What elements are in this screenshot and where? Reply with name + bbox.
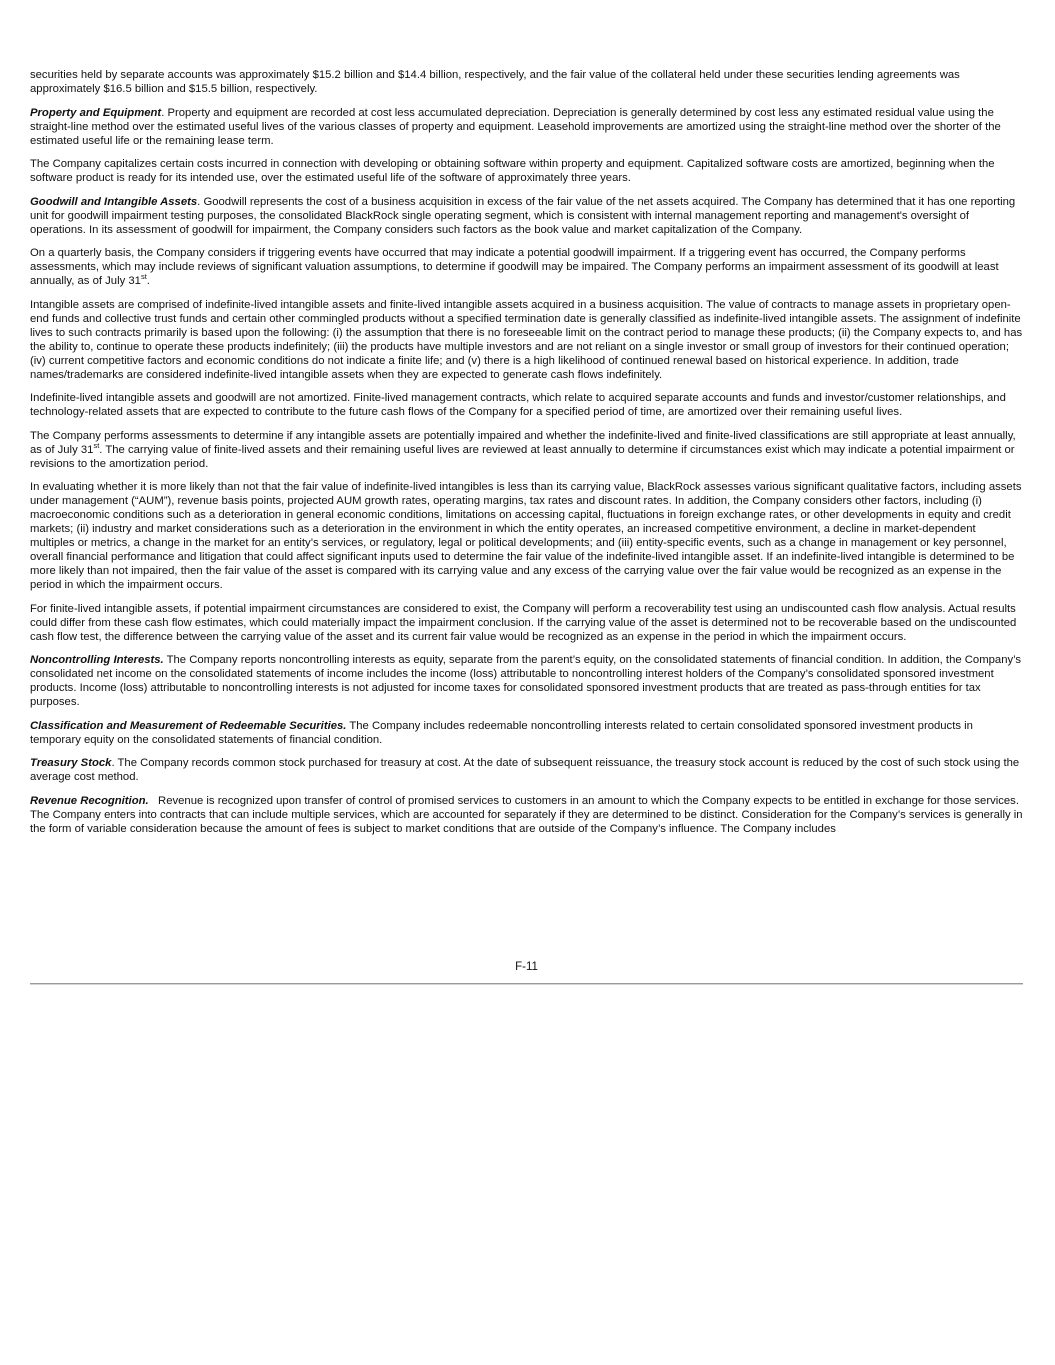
section-heading-redeemable: Classification and Measurement of Redeemable Securities.: [30, 719, 347, 732]
paragraph-qualitative-factors: In evaluating whether it is more likely than not that the fair value of indefinite-lived intangibles is less than its carrying value, BlackRock assesses various significant qualitative factors, including assets under management (“AUM”), revenue basis points, projected AUM growth rates, operating margins, tax rates and discount rates. In addition, the Company considers other factors, including (i) macroeconomic conditions such as a deterioration in general economic conditions, limitations on accessing capital, fluctuations in foreign exchange rates, or other developments in equity and credit markets; (ii) industry and market considerations such as a deterioration in the environment in which the entity operates, an increased competitive environment, a decline in market-dependent multiples or metrics, a change in the market for an entity’s services, or regulatory, legal or political developments; and (iii) entity-specific events, such as a change in management or key personnel, overall financial performance and litigation that could affect significant inputs used to determine the fair value of the indefinite-lived intangible asset. If an indefinite-lived intangible is determined to be more likely than not impaired, then the fair value of the asset is compared with its carrying value and any excess of the carrying value over the fair value would be recognized as an expense in the period in which the impairment occurs.: [30, 481, 1022, 591]
paragraph-intangible-assets: Intangible assets are comprised of indefinite-lived intangible assets and finite-lived intangible assets acquired in a business acquisition. The value of contracts to manage assets in proprietary open-end funds and collective trust funds and certain other commingled products without a specified termination date is generally classified as indefinite-lived intangible assets. The assignment of indefinite lives to such contracts primarily is based upon the following: (i) the assumption that there is no foreseeable limit on the contract period to manage these products; (ii) the Company expects to, and has the ability to, continue to operate these products indefinitely; (iii) the products have multiple investors and are not reliant on a single investor or small group of investors for their continued operation; (iv) current competitive factors and economic conditions do not indicate a finite life; and (v) there is a high likelihood of continued renewal based on historical experience. In addition, trade names/trademarks are considered indefinite-lived intangible assets when they are expected to generate cash flows indefinitely.: [30, 298, 1023, 381]
paragraph-revenue-recognition: Revenue Recognition. Revenue is recognized upon transfer of control of promised services to customers in an amount to which the Company expects to be entitled in exchange for those services. The Company enters into contracts that can include multiple services, which are accounted for separately if they are determined to be distinct. Consideration for the Company’s services is generally in the form of variable consideration because the amount of fees is subject to market conditions that are outside of the Company’s influence. The Company includes: [30, 794, 1026, 835]
paragraph-goodwill-intangibles: Goodwill and Intangible Assets. Goodwill represents the cost of a business acquisition in excess of the fair value of the net assets acquired. The Company has determined that it has one reporting unit for goodwill impairment testing purposes, the consolidated BlackRock single operating segment, which is consistent with internal management reporting and management's oversight of operations. In its assessment of goodwill for impairment, the Company considers such factors as the book value and market capitalization of the Company.: [30, 195, 1016, 236]
paragraph-quarterly-goodwill: On a quarterly basis, the Company considers if triggering events have occurred that may indicate a potential goodwill impairment. If a triggering event has occurred, the Company performs assessments, which may include reviews of significant valuation assumptions, to determine if goodwill may be impaired. The Company performs an impairment assessment of its goodwill at least annually, as of July 31st.: [30, 247, 999, 287]
paragraph-finite-lived: For finite-lived intangible assets, if potential impairment circumstances are considered to exist, the Company will perform a recoverability test using an undiscounted cash flow analysis. Actual results could differ from these cash flow estimates, which could materially impact the impairment conclusion. If the carrying value of the asset is determined not to be recoverable based on the undiscounted cash flow test, the difference between the carrying value of the asset and its current fair value would be recognized as an expense in the period in which the impairment occurs.: [30, 602, 1017, 643]
paragraph-redeemable-securities: Classification and Measurement of Redeemable Securities. The Company includes redeemable noncontrolling interests related to certain consolidated sponsored investment products in temporary equity on the consolidated statements of financial condition.: [30, 719, 973, 746]
section-heading-goodwill: Goodwill and Intangible Assets: [30, 195, 198, 208]
section-heading-revenue: Revenue Recognition.: [30, 794, 149, 807]
section-heading-noncontrolling: Noncontrolling Interests.: [30, 654, 164, 666]
paragraph-noncontrolling-interests: Noncontrolling Interests. The Company reports noncontrolling interests as equity, separate from the parent’s equity, on the consolidated statements of financial condition. In addition, the Company’s consolidated net income on the consolidated statements of income includes the income (loss) attributable to noncontrolling interest holders of the Company’s consolidated sponsored investment products. Income (loss) attributable to noncontrolling interests is not adjusted for income taxes for consolidated sponsored investment products that are treated as pass-through entities for tax purposes.: [30, 654, 1022, 708]
section-heading-treasury: Treasury Stock: [30, 757, 112, 769]
paragraph-capitalized-software: The Company capitalizes certain costs incurred in connection with developing or obtaining software within property and equipment. Capitalized software costs are amortized, beginning when the software product is ready for its intended use, over the estimated useful life of the software of approximately three years.: [30, 158, 995, 184]
paragraph-treasury-stock: Treasury Stock. The Company records common stock purchased for treasury at cost. At the date of subsequent reissuance, the treasury stock account is reduced by the cost of such stock using the average cost method.: [30, 757, 1020, 783]
footer-divider: [30, 983, 1023, 985]
paragraph-property-equipment: Property and Equipment. Property and equipment are recorded at cost less accumulated depreciation. Depreciation is generally determined by cost less any estimated residual value using the straight-line method over the estimated useful lives of the various classes of property and equipment. Leasehold improvements are amortized using the straight-line method over the shorter of the estimated useful life or the remaining lease term.: [30, 106, 1001, 147]
page-number: F-11: [515, 961, 538, 973]
paragraph-not-amortized: Indefinite-lived intangible assets and goodwill are not amortized. Finite-lived management contracts, which relate to acquired separate accounts and funds and investor/customer relationships, and technology-related assets that are expected to contribute to the future cash flows of the Company for a specified period of time, are amortized over their remaining useful lives.: [30, 392, 1006, 418]
document-body: [30, 68, 1026, 845]
section-heading-property-equipment: Property and Equipment: [30, 106, 162, 119]
paragraph-assessments: The Company performs assessments to determine if any intangible assets are potentially impaired and whether the indefinite-lived and finite-lived classifications are still appropriate at least annually, as of July 31st. The carrying value of finite-lived assets and their remaining useful lives are reviewed at least annually to determine if circumstances exist which may indicate a potential impairment or revisions to the amortization period.: [30, 429, 1016, 470]
paragraph-securities-lending: securities held by separate accounts was approximately $15.2 billion and $14.4 billion, respectively, and the fair value of the collateral held under these securities lending agreements was approximately $16.5 billion and $15.5 billion, respectively.: [30, 69, 960, 95]
